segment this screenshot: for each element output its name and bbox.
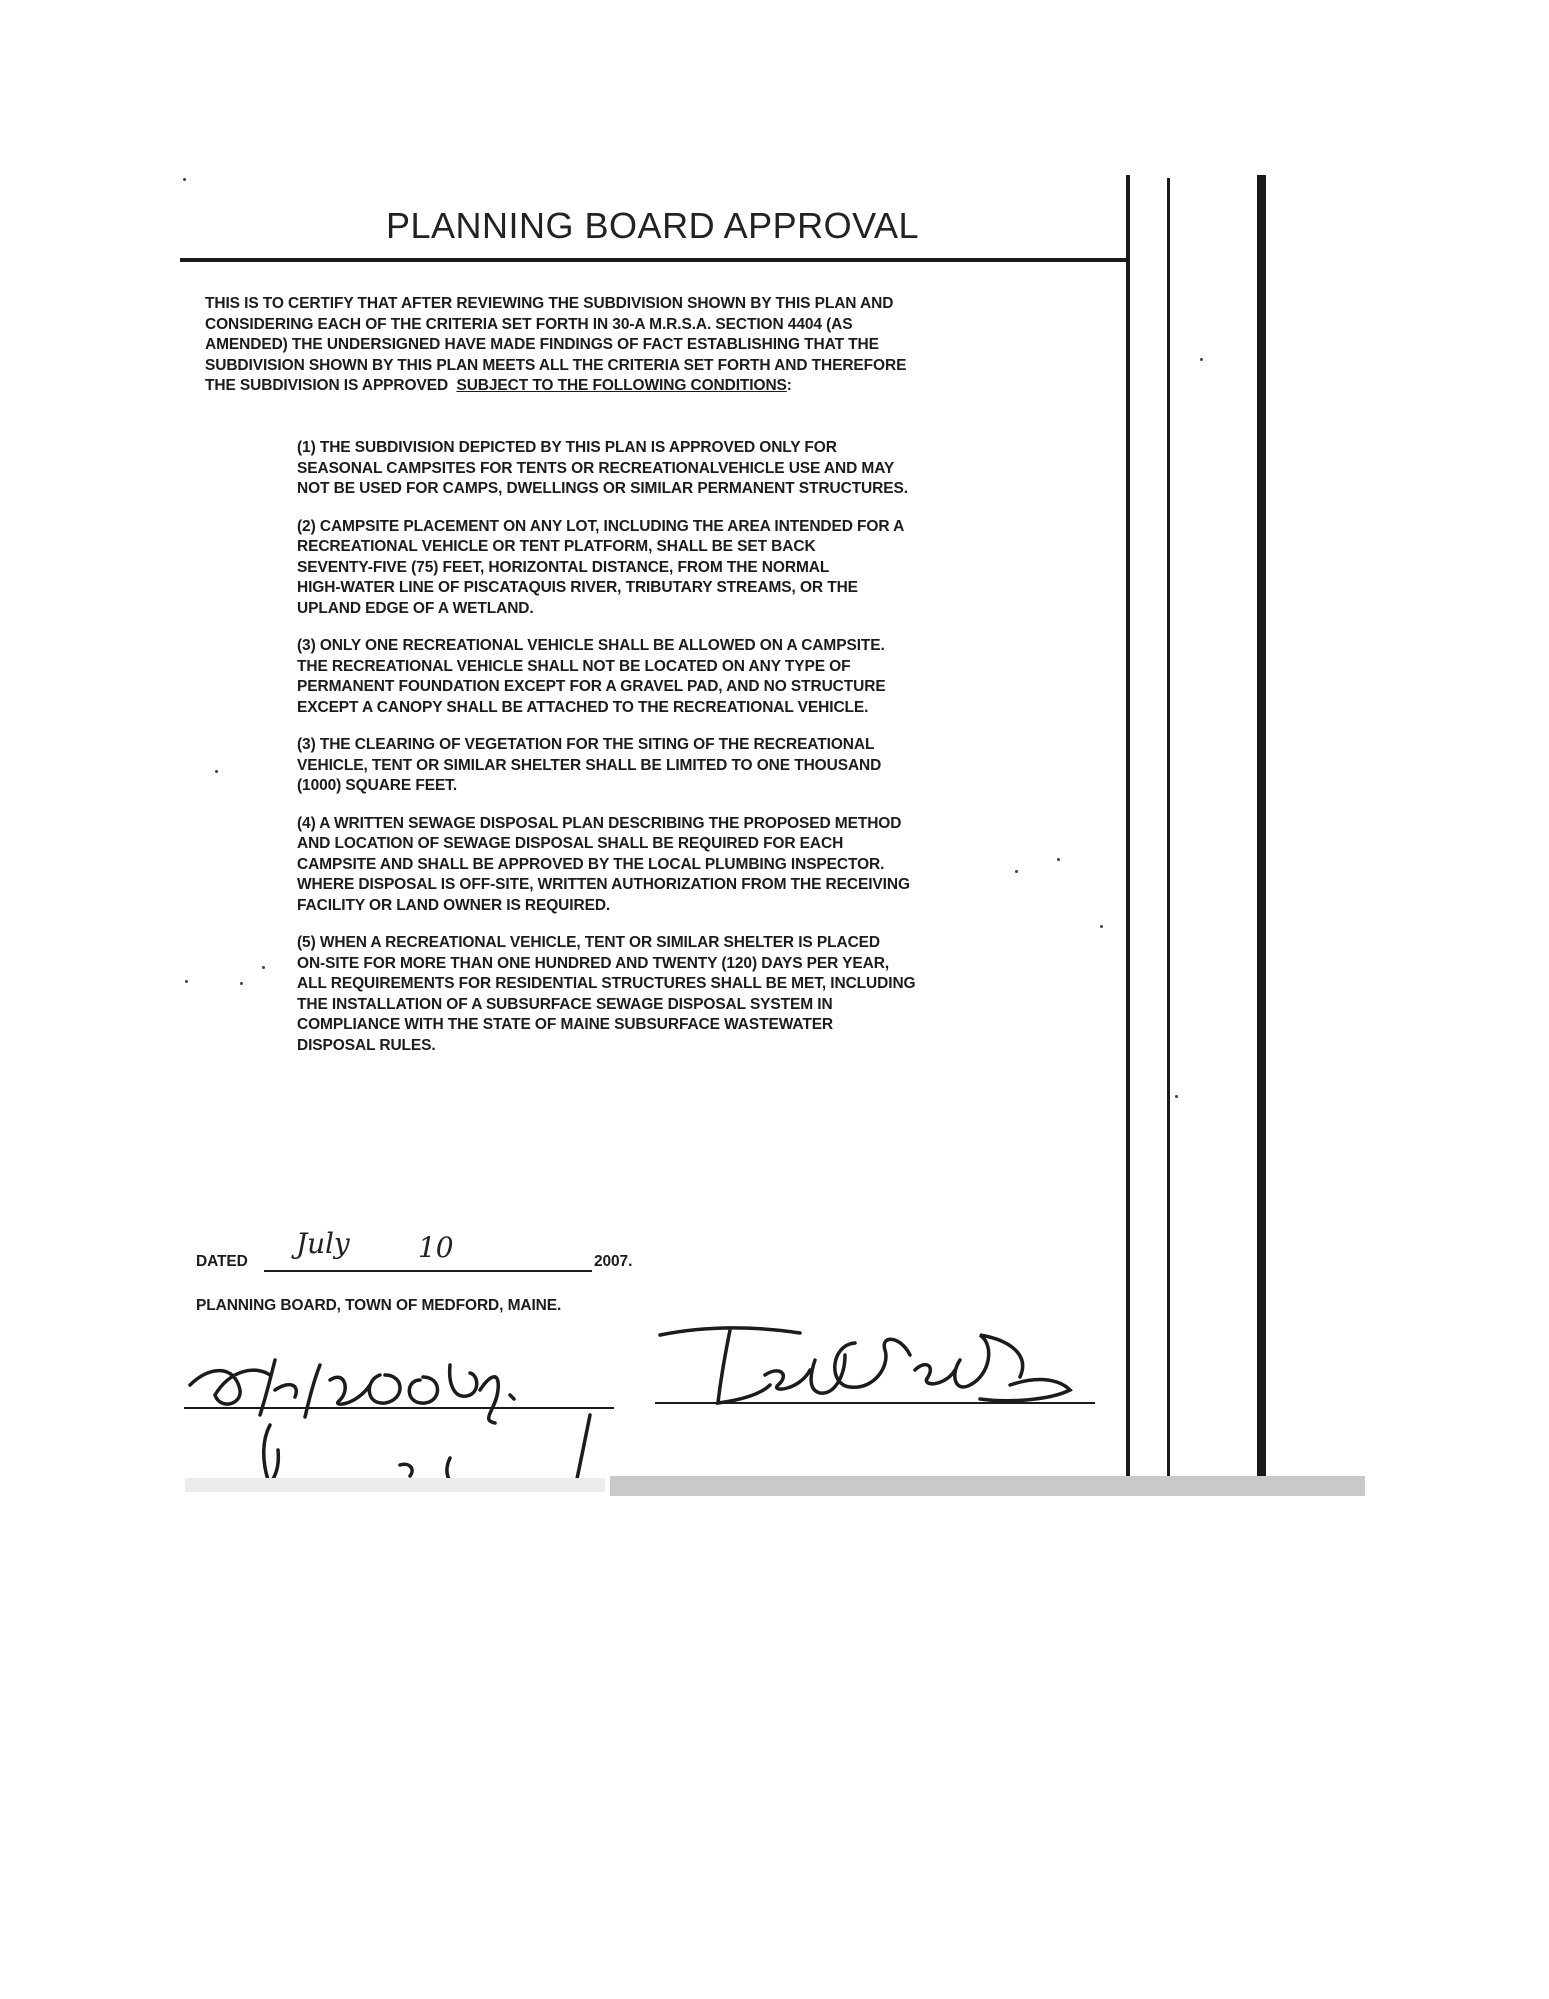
- condition-item: [297, 517, 1087, 620]
- title-rule: [180, 258, 1127, 262]
- scan-speck: [240, 982, 243, 985]
- intro-line: CONSIDERING EACH OF THE CRITERIA SET FORTH IN 30-A M.R.S.A. SECTION 4404 (AS: [205, 315, 853, 333]
- condition-item: [297, 438, 1087, 500]
- condition-item: [297, 735, 1087, 797]
- condition-line: THE RECREATIONAL VEHICLE SHALL NOT BE LOCATED ON ANY TYPE OF: [297, 657, 851, 675]
- condition-line: SEASONAL CAMPSITES FOR TENTS OR RECREATIONALVEHICLE USE AND MAY: [297, 459, 895, 477]
- condition-line: AND LOCATION OF SEWAGE DISPOSAL SHALL BE REQUIRED FOR EACH: [297, 835, 844, 852]
- intro-line: SUBDIVISION SHOWN BY THIS PLAN MEETS ALL THE CRITERIA SET FORTH AND THEREFORE: [205, 356, 907, 374]
- scan-speck: [1175, 1095, 1178, 1098]
- border-line-1: [1126, 175, 1130, 1477]
- condition-line: (3) THE CLEARING OF VEGETATION FOR THE SITING OF THE RECREATIONAL: [297, 736, 875, 753]
- intro-line: THIS IS TO CERTIFY THAT AFTER REVIEWING THE SUBDIVISION SHOWN BY THIS PLAN AND: [205, 295, 894, 312]
- scan-speck: [185, 980, 188, 983]
- scan-speck: [1100, 925, 1103, 928]
- condition-line: CAMPSITE AND SHALL BE APPROVED BY THE LOCAL PLUMBING INSPECTOR.: [297, 855, 885, 873]
- condition-line: PERMANENT FOUNDATION EXCEPT FOR A GRAVEL PAD, AND NO STRUCTURE: [297, 678, 886, 695]
- scan-speck: [1057, 858, 1060, 861]
- condition-line: HIGH-WATER LINE OF PISCATAQUIS RIVER, TRIBUTARY STREAMS, OR THE: [297, 579, 858, 596]
- condition-line: ALL REQUIREMENTS FOR RESIDENTIAL STRUCTURES SHALL BE MET, INCLUDING: [297, 975, 916, 992]
- conditions-colon: :: [786, 377, 792, 394]
- scan-speck: [183, 178, 186, 181]
- condition-line: SEVENTY-FIVE (75) FEET, HORIZONTAL DISTANCE, FROM THE NORMAL: [297, 558, 830, 576]
- intro-approved-text: THE SUBDIVISION IS APPROVED: [205, 377, 449, 394]
- condition-line: COMPLIANCE WITH THE STATE OF MAINE SUBSURFACE WASTEWATER: [297, 1016, 834, 1033]
- dated-year: 2007.: [594, 1253, 633, 1270]
- condition-line: EXCEPT A CANOPY SHALL BE ATTACHED TO THE RECREATIONAL VEHICLE.: [297, 698, 869, 716]
- condition-line: (3) ONLY ONE RECREATIONAL VEHICLE SHALL BE ALLOWED ON A CAMPSITE.: [297, 637, 885, 654]
- condition-line: (1000) SQUARE FEET.: [297, 777, 458, 794]
- scan-speck: [262, 966, 265, 969]
- signature-2: [650, 1315, 1100, 1410]
- page-title: PLANNING BOARD APPROVAL: [386, 205, 919, 246]
- condition-line: VEHICLE, TENT OR SIMILAR SHELTER SHALL BE LIMITED TO ONE THOUSAND: [297, 756, 882, 774]
- condition-line: RECREATIONAL VEHICLE OR TENT PLATFORM, SHALL BE SET BACK: [297, 538, 816, 555]
- border-line-3: [1257, 175, 1266, 1477]
- condition-line: (2) CAMPSITE PLACEMENT ON ANY LOT, INCLUDING THE AREA INTENDED FOR A: [297, 517, 905, 535]
- condition-line: UPLAND EDGE OF A WETLAND.: [297, 599, 534, 617]
- condition-line: (4) A WRITTEN SEWAGE DISPOSAL PLAN DESCRIBING THE PROPOSED METHOD: [297, 814, 902, 832]
- handwritten-month: July: [296, 1227, 350, 1260]
- handwritten-day: 10: [418, 1231, 454, 1264]
- condition-item: [297, 814, 1087, 917]
- scan-artifact-strip: [610, 1476, 1365, 1496]
- planning-board-line: PLANNING BOARD, TOWN OF MEDFORD, MAINE.: [196, 1297, 562, 1314]
- dated-blank-line: [264, 1270, 592, 1272]
- condition-line: THE INSTALLATION OF A SUBSURFACE SEWAGE DISPOSAL SYSTEM IN: [297, 995, 833, 1013]
- condition-line: FACILITY OR LAND OWNER IS REQUIRED.: [297, 896, 611, 914]
- conditions-heading: SUBJECT TO THE FOLLOWING CONDITIONS: [456, 377, 787, 394]
- scan-speck: [1015, 870, 1018, 873]
- condition-item: [297, 636, 1087, 718]
- certification-paragraph: [205, 294, 1085, 397]
- intro-line-last: [205, 376, 1085, 397]
- conditions-list: [297, 438, 1087, 1073]
- border-line-2: [1167, 178, 1170, 1477]
- condition-line: (1) THE SUBDIVISION DEPICTED BY THIS PLAN IS APPROVED ONLY FOR: [297, 439, 837, 456]
- scan-speck: [215, 770, 218, 773]
- condition-line: (5) WHEN A RECREATIONAL VEHICLE, TENT OR SIMILAR SHELTER IS PLACED: [297, 934, 880, 951]
- condition-line: ON-SITE FOR MORE THAN ONE HUNDRED AND TWENTY (120) DAYS PER YEAR,: [297, 954, 890, 972]
- condition-item: [297, 933, 1087, 1056]
- condition-line: WHERE DISPOSAL IS OFF-SITE, WRITTEN AUTHORIZATION FROM THE RECEIVING: [297, 876, 910, 893]
- dated-label: DATED: [196, 1253, 248, 1270]
- scan-artifact-faint: [185, 1478, 605, 1492]
- condition-line: NOT BE USED FOR CAMPS, DWELLINGS OR SIMILAR PERMANENT STRUCTURES.: [297, 480, 908, 497]
- intro-line: AMENDED) THE UNDERSIGNED HAVE MADE FINDINGS OF FACT ESTABLISHING THAT THE: [205, 336, 879, 353]
- scan-speck: [1200, 358, 1203, 361]
- condition-line: DISPOSAL RULES.: [297, 1036, 436, 1054]
- dated-row: [196, 1227, 696, 1282]
